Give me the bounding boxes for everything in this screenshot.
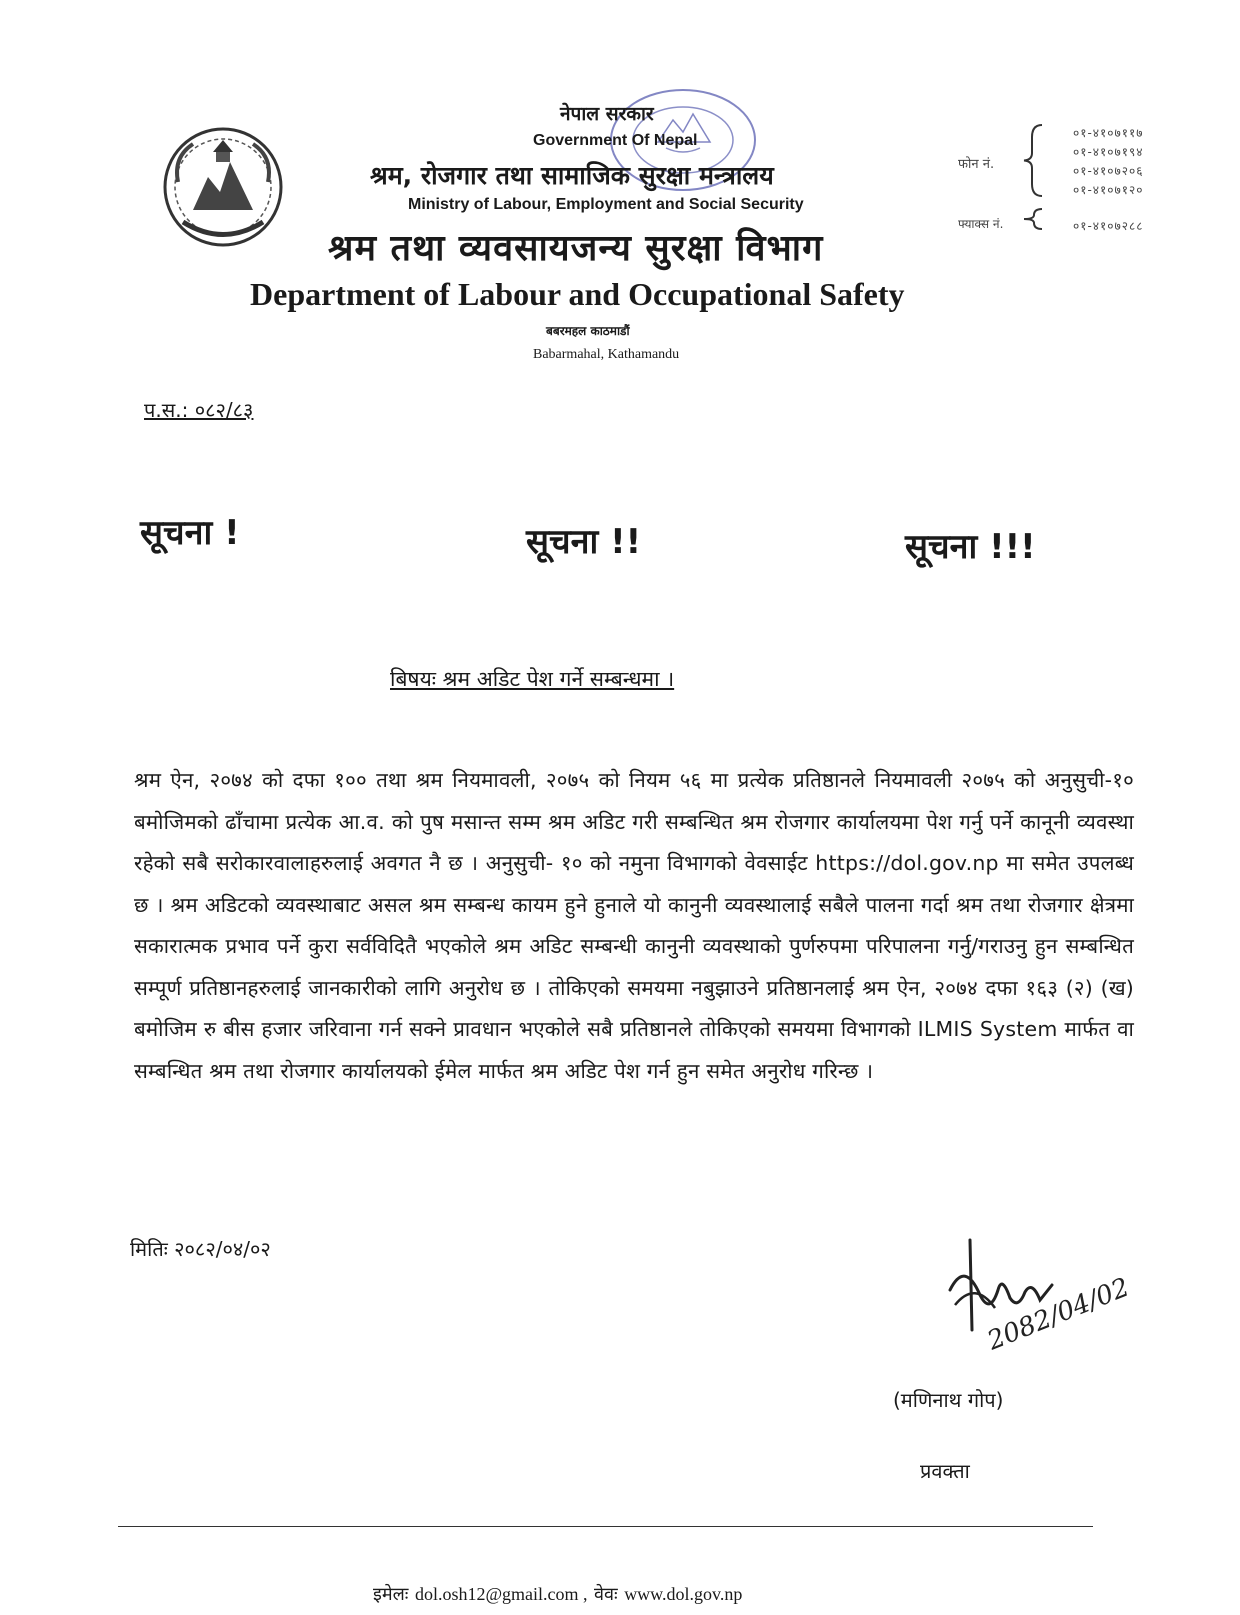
signature-date: 2082/04/02 [983, 1272, 1134, 1357]
phone-number: ०१-४१०७१२० [1073, 183, 1144, 197]
fax-number: ०१-४१०७२८८ [1073, 219, 1144, 233]
brace-icon [1020, 208, 1050, 230]
department-en: Department of Labour and Occupational Safety [250, 276, 905, 312]
government-np: नेपाल सरकार [560, 103, 654, 125]
phone-number: ०१-४१०७२०६ [1073, 164, 1144, 178]
reference-number: प.स.: ०८२/८३ [144, 398, 254, 422]
email-address[interactable]: dol.osh12@gmail.com , [414, 1584, 588, 1604]
notice-heading: सूचना ! [140, 513, 240, 553]
nepal-emblem-logo [158, 122, 288, 252]
subject-line: बिषयः श्रम अडिट पेश गर्ने सम्बन्धमा । [390, 667, 675, 691]
signer-name: (मणिनाथ गोप) [893, 1388, 1004, 1412]
ministry-np: श्रम, रोजगार तथा सामाजिक सुरक्षा मन्त्रालय [370, 161, 774, 190]
phone-number: ०१-४१०७१९४ [1073, 145, 1144, 159]
signature [940, 1220, 1140, 1370]
government-en: Government Of Nepal [533, 132, 698, 149]
footer-contact [373, 1582, 744, 1606]
fax-label: फ्याक्स नं. [958, 217, 1004, 231]
web-label: वेवः [594, 1584, 618, 1604]
signer-designation: प्रवक्ता [920, 1459, 970, 1483]
notice-heading: सूचना !!! [905, 527, 1036, 567]
phone-label: फोन नं. [958, 157, 995, 172]
issue-date: मितिः २०८२/०४/०२ [130, 1237, 271, 1261]
location-en: Babarmahal, Kathamandu [533, 347, 680, 362]
email-label: इमेलः [373, 1584, 409, 1604]
notice-heading: सूचना !! [526, 522, 642, 562]
brace-icon [1020, 123, 1050, 198]
website-link[interactable]: www.dol.gov.np [624, 1584, 743, 1604]
footer-divider [118, 1526, 1093, 1527]
phone-number: ०१-४१०७११७ [1073, 126, 1144, 140]
ministry-en: Ministry of Labour, Employment and Social Security [408, 196, 804, 213]
department-np: श्रम तथा व्यवसायजन्य सुरक्षा विभाग [328, 228, 824, 269]
notice-body: श्रम ऐन, २०७४ को दफा १०० तथा श्रम नियमावली, २०७५ को नियम ५६ मा प्रत्येक प्रतिष्ठानले नियमावली २०७५ को अनुसुची-१० बमोजिमको ढाँचामा प्रत्येक आ.व. को पुष मसान्त सम्म श्रम अडिट गरी सम्बन्धित श्रम रोजगार कार्यालयमा पेश गर्नु पर्ने कानूनी व्यवस्था रहेको सबै सरोकारवालाहरुलाई अवगत नै छ । अनुसुची- १० को नमुना विभागको वेवसाईट https://dol.gov.np मा समेत उपलब्ध छ । श्रम अडिटको व्यवस्थाबाट असल श्रम सम्बन्ध कायम हुने हुनाले यो कानुनी व्यवस्थालाई सबैले पालना गर्दा श्रम तथा रोजगार क्षेत्रमा सकारात्मक प्रभाव पर्ने कुरा सर्वविदितै भएकोले श्रम अडिट सम्बन्धी कानुनी व्यवस्थाको पुर्णरुपमा परिपालना गर्नु/गराउनु हुन सम्बन्धित सम्पूर्ण प्रतिष्ठानहरुलाई जानकारीको लागि अनुरोध छ । तोकिएको समयमा नबुझाउने प्रतिष्ठानलाई श्रम ऐन, २०७४ दफा १६३ (२) (ख) बमोजिम रु बीस हजार जरिवाना गर्न सक्ने प्रावधान भएकोले सबै प्रतिष्ठानले तोकिएको समयमा विभागको ILMIS System मार्फत वा सम्बन्धित श्रम तथा रोजगार कार्यालयको ईमेल मार्फत श्रम अडिट पेश गर्न हुन समेत अनुरोध गरिन्छ । [134, 768, 1134, 1083]
location-np: बबरमहल काठमाडौं [546, 324, 630, 338]
